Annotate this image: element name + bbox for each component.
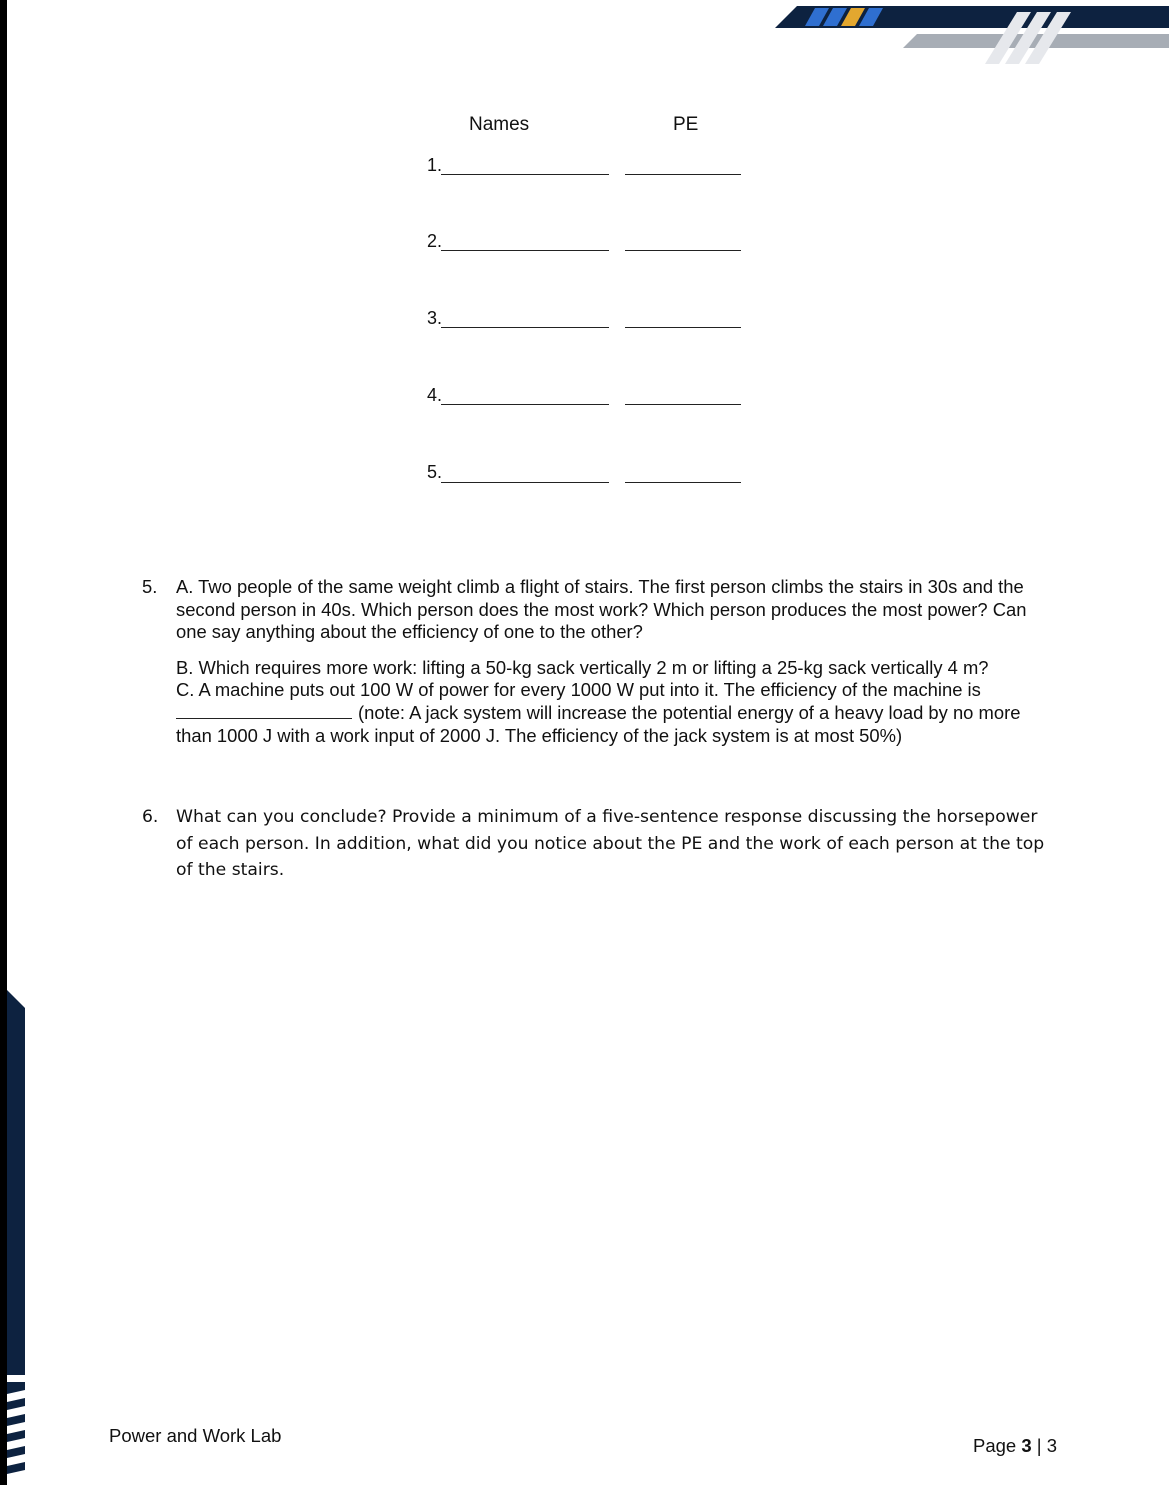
- page-total: 3: [1046, 1435, 1058, 1456]
- question-5-part-b: B. Which requires more work: lifting a 50-kg sack vertically 2 m or lifting a 25-kg sack vertically 4 m?: [176, 656, 989, 678]
- row-number: 5.: [427, 462, 443, 482]
- question-6-text: What can you conclude? Provide a minimum of a five-sentence response discussing the horsepower of each person. In addition, what did you notice about the PE and the work of each person at the top of the stairs.: [176, 807, 1045, 880]
- row-number: 4.: [427, 385, 443, 405]
- pe-blank[interactable]: [625, 482, 741, 483]
- left-stripe-pattern: [7, 1382, 25, 1474]
- name-blank[interactable]: [441, 174, 609, 175]
- document-page: [7, 0, 1169, 1485]
- efficiency-answer-blank[interactable]: [176, 702, 352, 719]
- names-pe-table: [7, 0, 1169, 540]
- name-blank[interactable]: [441, 250, 609, 251]
- page-label: Page: [973, 1435, 1017, 1456]
- question-number: 6.: [142, 807, 159, 827]
- names-column-header: Names: [469, 114, 530, 135]
- name-blank[interactable]: [441, 404, 609, 405]
- question-5-part-c-note-line: [176, 702, 1060, 747]
- page-current: 3: [1021, 1435, 1032, 1456]
- question-body: [176, 804, 1056, 884]
- row-number: 1.: [427, 155, 443, 175]
- left-side-decoration: [7, 990, 29, 1485]
- question-5-part-a: A. Two people of the same weight climb a flight of stairs. The first person climbs the stairs in 30s and the second person in 40s. Which person does the most work? Which person produces the most power? Can one say anything about the efficiency of one to the other?: [176, 576, 1027, 643]
- row-number: 2.: [427, 231, 443, 251]
- left-navy-bar: [7, 990, 25, 1375]
- row-number: 3.: [427, 308, 443, 328]
- pe-blank[interactable]: [625, 404, 741, 405]
- name-blank[interactable]: [441, 482, 609, 483]
- question-5-part-c: C. A machine puts out 100 W of power for every 1000 W put into it. The efficiency of the machine is: [176, 679, 981, 701]
- pe-blank[interactable]: [625, 174, 741, 175]
- question-number: 5.: [142, 576, 158, 597]
- page-separator: |: [1036, 1435, 1042, 1456]
- name-blank[interactable]: [441, 327, 609, 328]
- footer-title: Power and Work Lab: [109, 1425, 282, 1446]
- question-body: [176, 576, 1060, 747]
- page-number: [973, 1435, 1057, 1457]
- pe-column-header: PE: [673, 114, 699, 135]
- question-5-note: (note: A jack system will increase the potential energy of a heavy load by no more than 1000 J with a work input of 2000 J. The efficiency of the jack system is at most 50%): [176, 701, 1021, 746]
- pe-blank[interactable]: [625, 250, 741, 251]
- pe-blank[interactable]: [625, 327, 741, 328]
